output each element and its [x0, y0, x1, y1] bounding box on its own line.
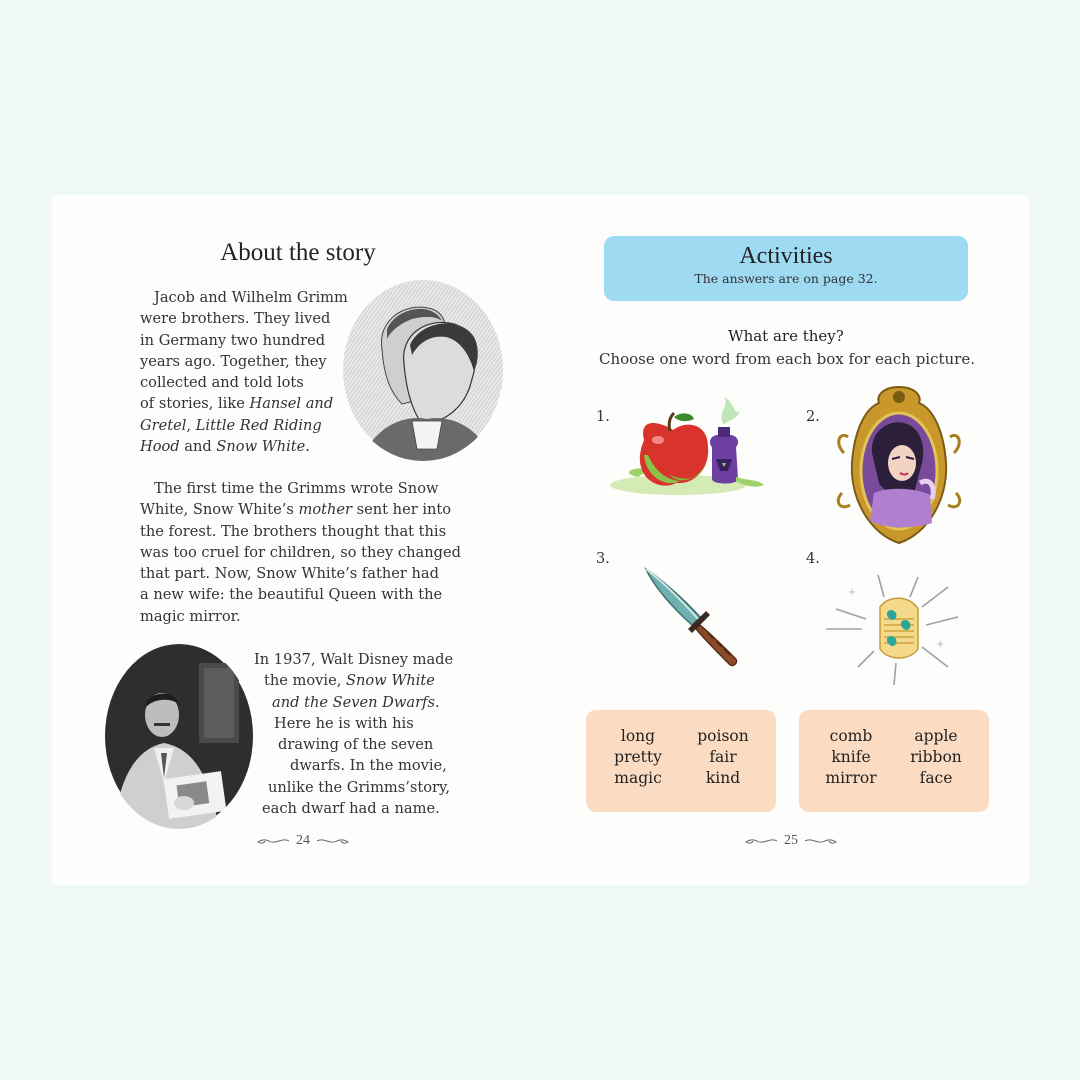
ornament-icon — [256, 836, 290, 846]
poisoned-apple-icon — [608, 385, 784, 505]
text-segment: drawing of the seven — [278, 736, 434, 754]
text-segment: collected and told lots — [140, 374, 304, 392]
text-segment: Snow White — [216, 438, 306, 456]
text-segment: Hansel and — [249, 395, 334, 413]
picture-number: 3. — [596, 551, 610, 567]
activities-subtitle: The answers are on page 32. — [694, 271, 878, 286]
text-segment: the forest. The brothers thought that this — [140, 522, 447, 540]
walt-disney-photo — [104, 643, 254, 829]
page-title: About the story — [220, 239, 376, 266]
text-segment: , — [186, 416, 196, 434]
ornament-icon — [744, 836, 778, 846]
paragraph-line — [140, 478, 461, 499]
text-segment: and — [179, 438, 217, 456]
text-segment: sent her into — [352, 501, 452, 519]
word: kind — [705, 769, 741, 787]
word: magic — [614, 769, 662, 787]
word: poison — [697, 727, 749, 745]
text-segment: years ago. Together, they — [140, 352, 327, 370]
text-segment: mother — [298, 501, 353, 519]
text-segment: Little Red Riding — [195, 416, 322, 434]
word-box-nouns — [799, 710, 989, 812]
ornament-icon — [316, 836, 350, 846]
text-segment: In 1937, Walt Disney made — [254, 651, 454, 668]
paragraph-line — [140, 542, 461, 563]
paragraph-line — [254, 734, 453, 755]
text-segment: . — [305, 438, 310, 456]
paragraph-line — [140, 393, 348, 414]
activities-header — [604, 236, 968, 301]
text-segment: of stories, like — [140, 395, 250, 413]
page-number: 25 — [784, 833, 798, 848]
paragraph-line — [140, 287, 348, 308]
text-segment: White, Snow White’s — [140, 501, 299, 519]
paragraph-line — [140, 563, 461, 584]
paragraph-line — [140, 308, 348, 329]
word: face — [919, 769, 953, 787]
paragraph-line — [254, 755, 453, 776]
text-segment: in Germany two hundred — [140, 331, 326, 349]
text-segment: the movie, — [264, 672, 346, 690]
paragraph-line — [254, 777, 453, 798]
page-number-left — [256, 833, 350, 849]
svg-text:+: + — [936, 639, 945, 650]
text-segment: magic mirror. — [140, 607, 241, 625]
knife-icon — [638, 563, 748, 673]
text-segment: Snow White — [346, 672, 435, 690]
picture-number: 2. — [806, 409, 820, 425]
paragraph-line — [254, 649, 453, 670]
paragraph-walt-disney — [254, 649, 453, 819]
text-segment: and the Seven Dwarfs — [272, 693, 435, 711]
picture-number: 1. — [596, 409, 610, 425]
word: pretty — [614, 748, 662, 766]
grimm-brothers-portrait — [342, 279, 504, 461]
paragraph-line — [254, 670, 453, 691]
paragraph-grimm-brothers — [140, 287, 348, 457]
paragraph-line — [140, 521, 461, 542]
ornament-icon — [804, 836, 838, 846]
text-segment: was too cruel for children, so they changed — [140, 543, 461, 561]
text-segment: a new wife: the beautiful Queen with the — [140, 586, 443, 604]
question-title: What are they? — [728, 327, 844, 345]
text-segment: Hood — [140, 438, 180, 456]
paragraph-line — [254, 713, 453, 734]
word: long — [620, 727, 656, 745]
word: apple — [914, 727, 958, 745]
word: ribbon — [910, 748, 962, 766]
text-segment: Gretel — [140, 416, 187, 434]
word: knife — [831, 748, 871, 766]
text-segment: unlike the Grimms’story, — [268, 778, 450, 796]
word-box-adjectives — [586, 710, 776, 812]
svg-text:+: + — [848, 587, 857, 598]
text-segment: dwarfs. In the movie, — [290, 757, 447, 775]
paragraph-line — [140, 351, 348, 372]
text-segment: Jacob and Wilhelm Grimm — [154, 289, 348, 306]
paragraph-line — [140, 330, 348, 351]
text-segment: were brothers. They lived — [140, 310, 331, 328]
sparkling-comb-icon — [818, 567, 968, 692]
text-segment: Here he is with his — [274, 714, 414, 732]
picture-number: 4. — [806, 551, 820, 567]
text-segment: . — [434, 693, 440, 711]
book-spread — [52, 195, 1029, 885]
text-segment: The first time the Grimms wrote Snow — [154, 480, 439, 497]
paragraph-line — [254, 692, 453, 713]
paragraph-line — [140, 415, 348, 436]
text-segment: each dwarf had a name. — [262, 800, 440, 818]
paragraph-line — [140, 606, 461, 627]
paragraph-line — [140, 499, 461, 520]
activities-title: Activities — [739, 243, 833, 269]
word: comb — [829, 727, 873, 745]
page-number: 24 — [296, 833, 310, 848]
paragraph-first-version — [140, 478, 461, 627]
paragraph-line — [140, 584, 461, 605]
word: mirror — [825, 769, 877, 787]
word: fair — [709, 748, 737, 766]
paragraph-line — [140, 372, 348, 393]
paragraph-line — [254, 798, 453, 819]
question-instruction: Choose one word from each box for each picture. — [598, 350, 976, 368]
paragraph-line — [140, 436, 348, 457]
text-segment: that part. Now, Snow White’s father had — [140, 565, 439, 583]
magic-mirror-queen-icon — [834, 383, 964, 548]
page-number-right — [744, 833, 838, 849]
